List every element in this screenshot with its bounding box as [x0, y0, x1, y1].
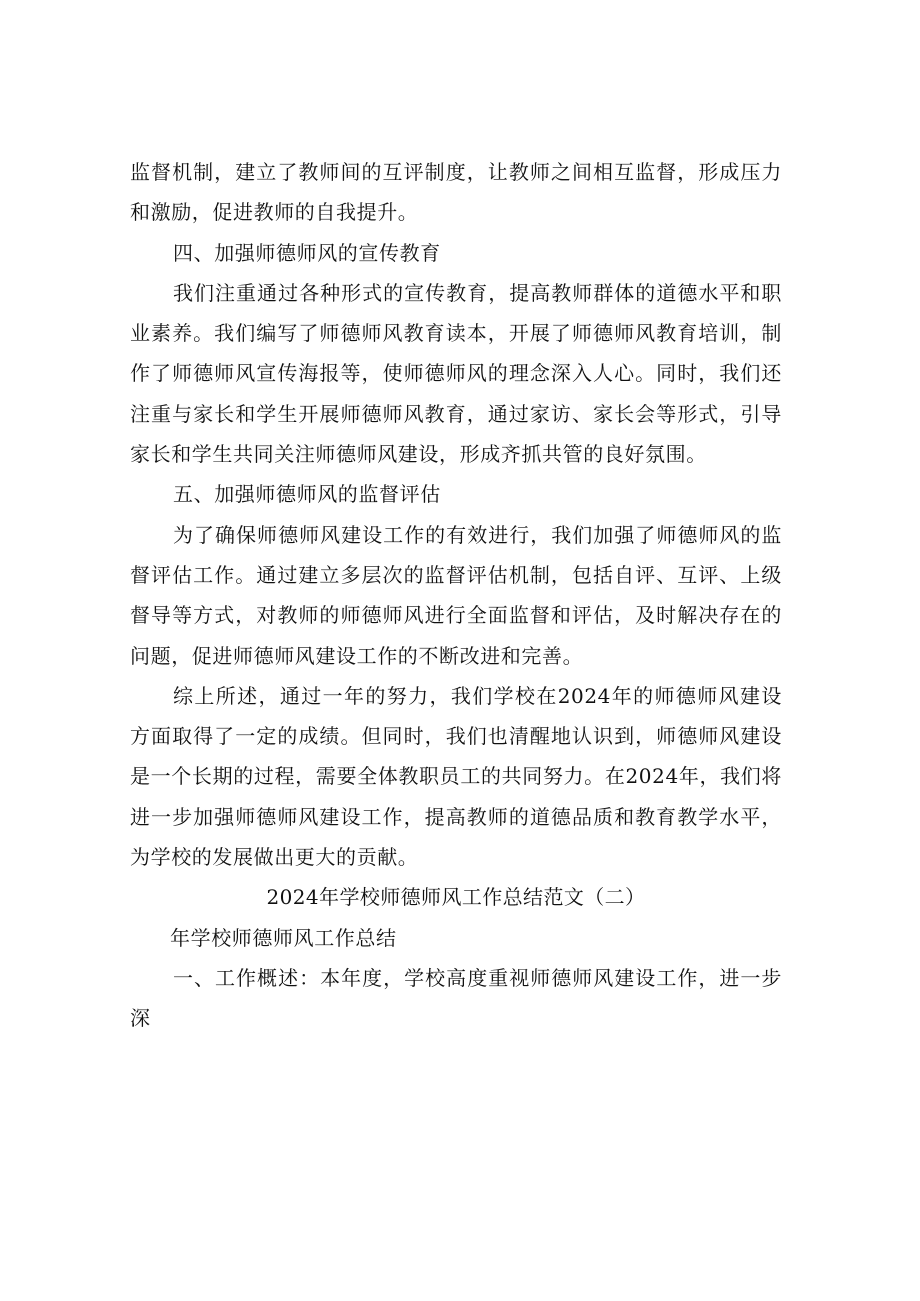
paragraph-supervision-evaluation: 为了确保师德师风建设工作的有效进行，我们加强了师德师风的监督评估工作。通过建立多层次的监督评估机制，包括自评、互评、上级督导等方式，对教师的师德师风进行全面监督和评估，及时解决存在的问题，促进师德师风建设工作的不断改进和完善。: [130, 522, 782, 668]
document-subtitle: 2024年学校师德师风工作总结范文（二）: [266, 885, 646, 910]
section-title: 年学校师德师风工作总结: [170, 925, 397, 950]
document-body: [130, 152, 782, 1039]
paragraph-summary: 综上所述，通过一年的努力，我们学校在2024年的师德师风建设方面取得了一定的成绩。但同时，我们也清醒地认识到，师德师风建设是一个长期的过程，需要全体教职员工的共同努力。在2024年，我们将进一步加强师德师风建设工作，提高教师的道德品质和教育教学水平，为学校的发展做出更大的贡献。: [130, 683, 782, 870]
paragraph-publicity-education: 我们注重通过各种形式的宣传教育，提高教师群体的道德水平和职业素养。我们编写了师德师风教育读本，开展了师德师风教育培训，制作了师德师风宣传海报等，使师德师风的理念深入人心。同时，我们还注重与家长和学生开展师德师风教育，通过家访、家长会等形式，引导家长和学生共同关注师德师风建设，形成齐抓共管的良好氛围。: [130, 280, 782, 467]
paragraph-supervision-mechanism: 监督机制，建立了教师间的互评制度，让教师之间相互监督，形成压力和激励，促进教师的自我提升。: [130, 160, 782, 225]
heading-supervision-evaluation: 五、加强师德师风的监督评估: [173, 482, 441, 507]
heading-publicity-education: 四、加强师德师风的宣传教育: [173, 240, 441, 265]
paragraph-work-overview: 一、工作概述：本年度，学校高度重视师德师风建设工作，进一步深: [130, 965, 782, 1031]
